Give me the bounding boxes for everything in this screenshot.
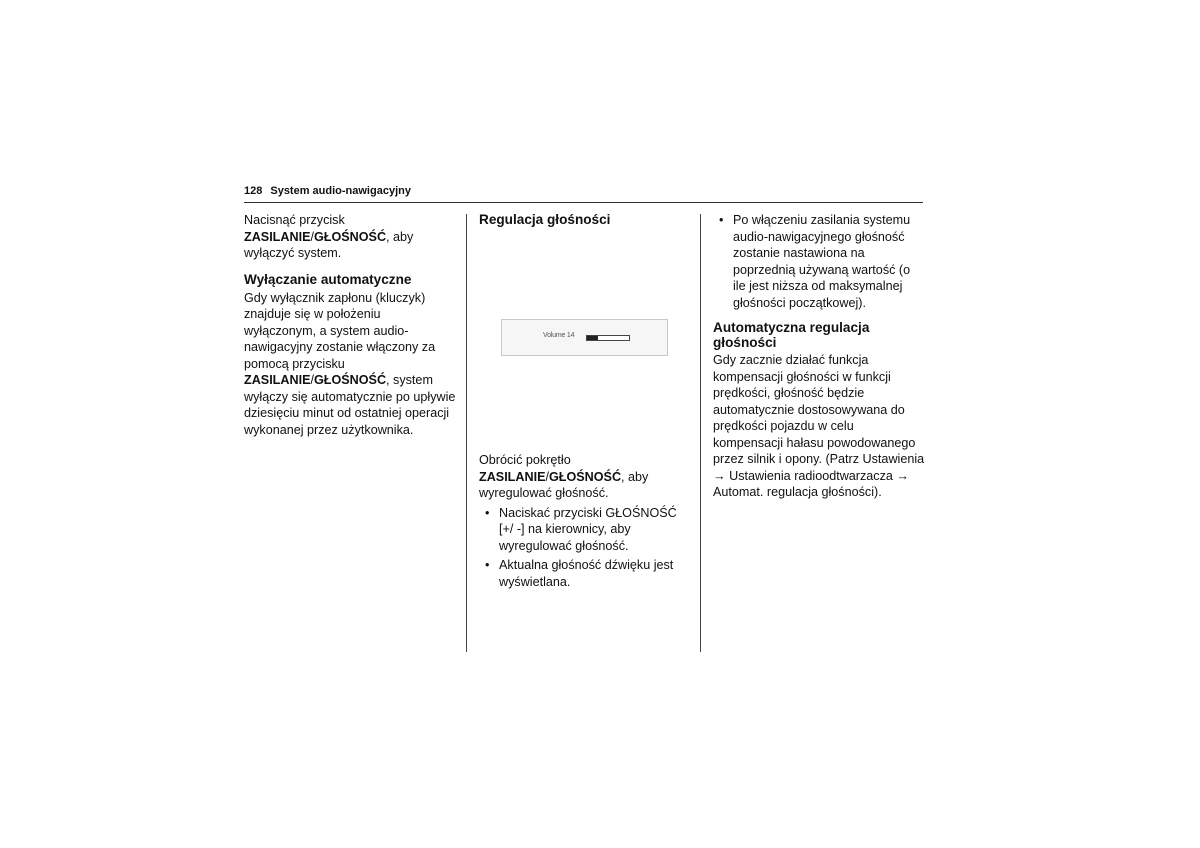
paragraph-turn-knob: Obrócić pokrętło ZASILANIE/GŁOŚNOŚĆ, aby wyregulować głośność. [479,453,649,500]
list-item: • Aktualna głośność dźwięku jest wyświetlana. [485,558,674,589]
page-number: 128 [244,185,263,197]
paragraph-auto-off: Gdy wyłącznik zapłonu (kluczyk) znajduje się w położeniu wyłączonym, a system audio-nawigacyjny zostanie włączony za pomocą przycisku ZASILANIE/GŁOŚNOŚĆ, system wyłączy się automatycznie po upływie dziesięciu minut od ostatniej operacji wykonanej przez użytkownika. [244,290,456,437]
column-divider-1 [466,214,467,652]
column-divider-2 [700,214,701,652]
list-item: • Naciskać przyciski GŁOŚNOŚĆ [+/ -] na kierownicy, aby wyregulować głośność. [485,505,677,553]
list-item: • Po włączeniu zasilania systemu audio-nawigacyjnego głośność zostanie nastawiona na poprzednią używaną wartość (o ile jest niższa od maksymalnej głośności początkowej). [719,213,911,310]
page-header [244,185,923,203]
volume-display-figure [501,319,668,356]
volume-instructions [479,452,691,590]
heading-volume-control: Regulacja głośności [479,212,611,227]
bullet-icon: • [485,558,490,572]
paragraph-auto-volume: Gdy zacznie działać funkcja kompensacji głośności w funkcji prędkości, głośność będzie automatycznie dostosowywana do prędkości pojazdu w celu kompensacji hałasu powodowanego przez silnik i opony. (Patrz Ustawienia → Ustawienia radioodtwarzacza → Automat. regulacja głośności). [713,353,925,499]
heading-auto-volume: Automatyczna regulacja głośności [713,320,870,350]
paragraph-power-off: Nacisnąć przycisk ZASILANIE/GŁOŚNOŚĆ, aby wyłączyć system. [244,213,414,260]
heading-auto-off: Wyłączanie automatyczne [244,271,412,287]
column-1 [244,212,456,438]
column-3 [713,212,925,501]
volume-label: Volume 14 [543,332,575,339]
section-title: System audio-nawigacyjny [270,185,411,197]
volume-level-bar [586,335,630,341]
bullet-icon: • [485,505,490,520]
volume-level-fill [587,336,598,340]
bullet-icon: • [719,213,724,227]
